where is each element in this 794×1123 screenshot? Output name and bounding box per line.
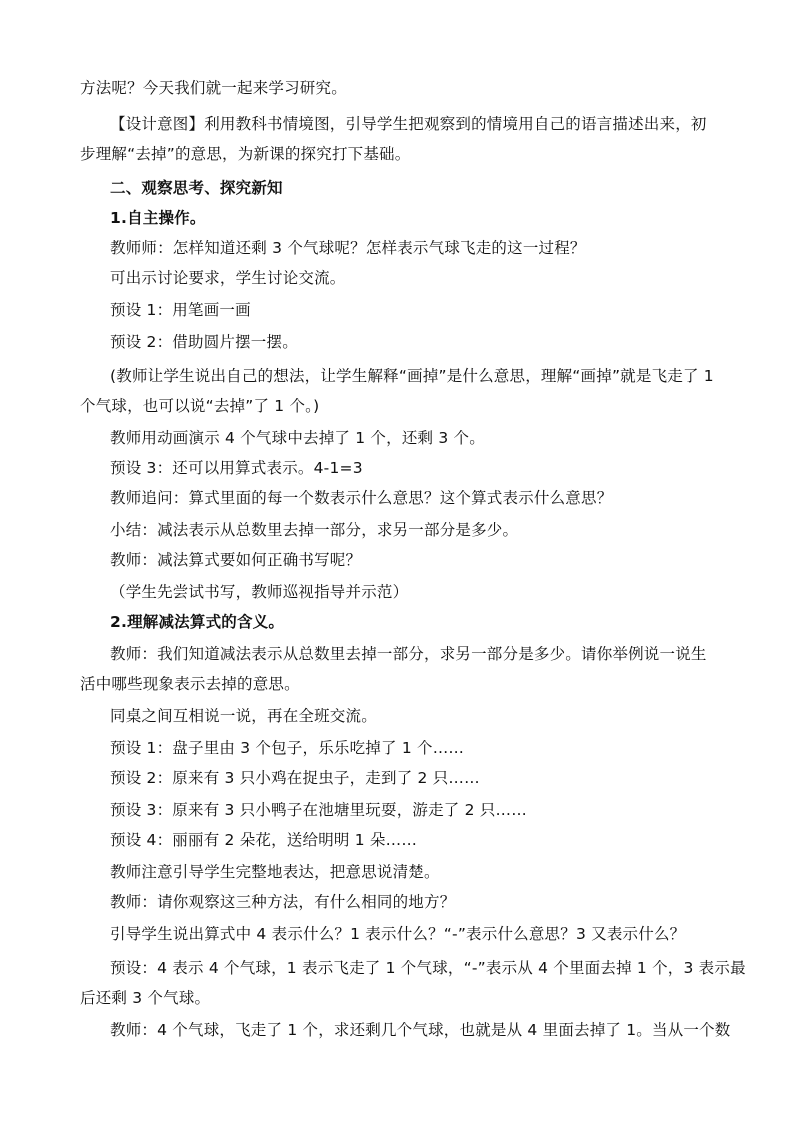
paragraph-line: 方法呢？今天我们就一起来学习研究。 <box>80 79 347 97</box>
paragraph-line: 教师注意引导学生完整地表达，把意思说清楚。 <box>110 863 440 881</box>
paragraph-line: 步理解“去掉”的意思，为新课的探究打下基础。 <box>80 145 411 163</box>
paragraph-line: 预设 1：用笔画一画 <box>110 301 251 319</box>
paragraph-line: 个气球，也可以说“去掉”了 1 个。) <box>80 397 320 415</box>
paragraph-line: 可出示讨论要求，学生讨论交流。 <box>110 269 346 287</box>
paragraph-line: 教师师：怎样知道还剩 3 个气球呢？怎样表示气球飞走的这一过程？ <box>110 239 586 257</box>
paragraph-line: 预设 4：丽丽有 2 朵花，送给明明 1 朵…… <box>110 831 418 849</box>
paragraph-line: 活中哪些现象表示去掉的意思。 <box>80 675 300 693</box>
paragraph-line: (教师让学生说出自己的想法，让学生解释“画掉”是什么意思，理解“画掉”就是飞走了 1 <box>110 367 714 385</box>
paragraph-line: 教师追问：算式里面的每一个数表示什么意思？这个算式表示什么意思？ <box>110 489 613 507</box>
paragraph-line: 预设 2：原来有 3 只小鸡在捉虫子，走到了 2 只…… <box>110 769 480 787</box>
design-intent-line: 【设计意图】利用教科书情境图，引导学生把观察到的情境用自己的语言描述出来，初 <box>110 115 707 133</box>
paragraph-line: 预设 1：盘子里由 3 个包子，乐乐吃掉了 1 个…… <box>110 739 465 757</box>
paragraph-line: 教师：4 个气球，飞走了 1 个，求还剩几个气球，也就是从 4 里面去掉了 1。当从一个数 <box>110 1021 731 1039</box>
subsection-heading: 1.自主操作。 <box>110 209 206 227</box>
paragraph-line: （学生先尝试书写，教师巡视指导并示范） <box>110 583 409 601</box>
paragraph-line: 同桌之间互相说一说，再在全班交流。 <box>110 707 377 725</box>
paragraph-line: 后还剩 3 个气球。 <box>80 989 211 1007</box>
paragraph-line: 预设 3：原来有 3 只小鸭子在池塘里玩耍，游走了 2 只…… <box>110 801 527 819</box>
paragraph-line: 预设 2：借助圆片摆一摆。 <box>110 333 298 351</box>
section-heading: 二、观察思考、探究新知 <box>110 179 283 197</box>
paragraph-line: 教师：请你观察这三种方法，有什么相同的地方？ <box>110 893 456 911</box>
paragraph-line: 教师：减法算式要如何正确书写呢？ <box>110 551 362 569</box>
subsection-heading: 2.理解减法算式的含义。 <box>110 613 285 631</box>
paragraph-line: 预设 3：还可以用算式表示。4-1=3 <box>110 459 363 477</box>
paragraph-line: 小结：减法表示从总数里去掉一部分，求另一部分是多少。 <box>110 521 519 539</box>
paragraph-line: 引导学生说出算式中 4 表示什么？1 表示什么？“-”表示什么意思？3 又表示什么？ <box>110 925 686 943</box>
paragraph-line: 教师用动画演示 4 个气球中去掉了 1 个，还剩 3 个。 <box>110 429 485 447</box>
paragraph-line: 预设：4 表示 4 个气球，1 表示飞走了 1 个气球，“-”表示从 4 个里面去掉 1 个，3 表示最 <box>110 959 746 977</box>
paragraph-line: 教师：我们知道减法表示从总数里去掉一部分，求另一部分是多少。请你举例说一说生 <box>110 645 707 663</box>
